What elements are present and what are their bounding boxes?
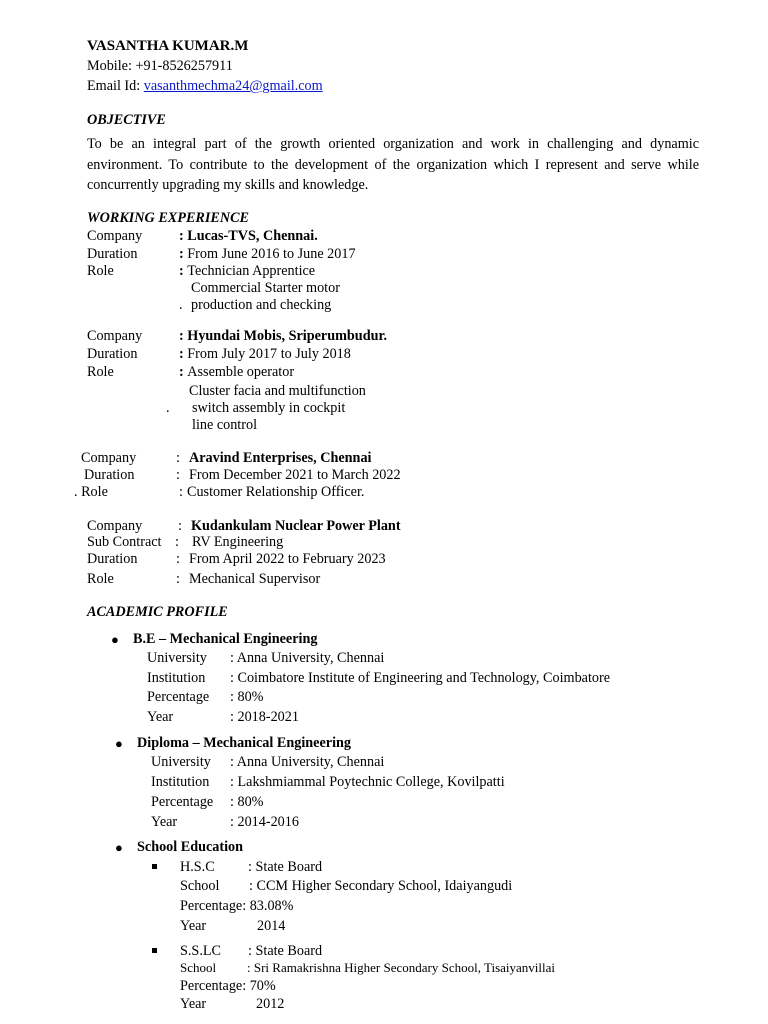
- job2-company-sep: :: [179, 328, 188, 344]
- job2-company-name: Hyundai Mobis, Sriperumbudur.: [187, 328, 388, 344]
- objective-heading: OBJECTIVE: [87, 112, 166, 128]
- diploma-university: : Anna University, Chennai: [230, 754, 385, 770]
- hsc-school-label: School: [180, 878, 220, 894]
- sslc-year-label: Year: [180, 996, 207, 1012]
- be-institution-label: Institution: [147, 670, 206, 686]
- job2-role-line-3: line control: [192, 417, 258, 433]
- sslc-board: : State Board: [248, 943, 323, 959]
- experience-heading: WORKING EXPERIENCE: [87, 210, 250, 226]
- job1-duration-sep: :: [179, 246, 188, 262]
- hsc-square-bullet-icon: [152, 864, 157, 869]
- be-university: : Anna University, Chennai: [230, 650, 385, 666]
- be-year-label: Year: [147, 709, 174, 725]
- sslc-percentage: Percentage: 70%: [180, 978, 276, 994]
- job4-sub-label: Sub Contract: [87, 534, 162, 550]
- hsc-label: H.S.C: [180, 859, 215, 875]
- diploma-title: Diploma – Mechanical Engineering: [137, 735, 351, 751]
- job2-duration-value: From July 2017 to July 2018: [187, 346, 351, 362]
- sslc-year: 2012: [256, 996, 285, 1012]
- be-institution: : Coimbatore Institute of Engineering and Technology, Coimbatore: [230, 670, 611, 686]
- sslc-school-label: School: [180, 960, 217, 975]
- be-title: B.E – Mechanical Engineering: [133, 631, 318, 647]
- job1-role-sep: :: [179, 263, 188, 279]
- job2-role-line-1: Cluster facia and multifunction: [189, 383, 366, 399]
- job2-role-value: Assemble operator: [187, 364, 295, 380]
- sslc-school: : Sri Ramakrishna Higher Secondary School, Tisaiyanvillai: [247, 960, 555, 975]
- job1-duration-value: From June 2016 to June 2017: [187, 246, 356, 262]
- job2-duration: [179, 346, 351, 363]
- job1-duration: [179, 246, 356, 263]
- job4-role-label: Role: [87, 571, 114, 587]
- job2-company-label: Company: [87, 328, 143, 344]
- job4-role-sep: :: [176, 571, 180, 587]
- job2-role-label: Role: [87, 364, 114, 380]
- mobile-number: Mobile: +91-8526257911: [87, 58, 233, 74]
- job4-sub: RV Engineering: [192, 534, 284, 550]
- job2-duration-sep: :: [179, 346, 188, 362]
- school-title: School Education: [137, 839, 244, 855]
- sslc-square-bullet-icon: [152, 948, 157, 953]
- job3-company: Aravind Enterprises, Chennai: [189, 450, 372, 466]
- job3-role-sep: :: [179, 484, 183, 500]
- email-line: [87, 78, 323, 95]
- job1-role-line-1: Commercial Starter motor: [191, 280, 340, 296]
- diploma-percentage-label: Percentage: [151, 794, 214, 810]
- job1-role-line-2: production and checking: [191, 297, 332, 313]
- diploma-institution-label: Institution: [151, 774, 210, 790]
- be-year: : 2018-2021: [230, 709, 299, 725]
- job3-company-label: Company: [81, 450, 137, 466]
- diploma-percentage: : 80%: [230, 794, 264, 810]
- job2-role-dot: .: [166, 400, 170, 416]
- job2-duration-label: Duration: [87, 346, 138, 362]
- job3-duration-label: Duration: [84, 467, 135, 483]
- job1-role-dot: .: [179, 297, 183, 313]
- job2-role: [179, 364, 294, 381]
- job4-sub-sep: :: [175, 534, 179, 550]
- hsc-board: : State Board: [248, 859, 323, 875]
- diploma-year: : 2014-2016: [230, 814, 299, 830]
- job1-role: [179, 263, 315, 280]
- job4-company: Kudankulam Nuclear Power Plant: [191, 518, 401, 534]
- hsc-year-label: Year: [180, 918, 207, 934]
- job4-company-label: Company: [87, 518, 143, 534]
- job3-company-sep: :: [176, 450, 180, 466]
- job4-duration: From April 2022 to February 2023: [189, 551, 386, 567]
- be-bullet-icon: ●: [111, 632, 119, 647]
- objective-text: To be an integral part of the growth oriented organization and work in challenging and dynamic environment. To contribute to the development of the organization which I represent and serve while concurrently upgrading my skills and knowledge.: [87, 136, 699, 193]
- sslc-label: S.S.LC: [180, 943, 222, 959]
- school-bullet-icon: ●: [115, 840, 123, 855]
- be-percentage: : 80%: [230, 689, 264, 705]
- job4-duration-sep: :: [176, 551, 180, 567]
- hsc-school: : CCM Higher Secondary School, Idaiyangudi: [249, 878, 513, 894]
- job1-company: [179, 228, 318, 245]
- job4-duration-label: Duration: [87, 551, 138, 567]
- be-percentage-label: Percentage: [147, 689, 210, 705]
- diploma-bullet-icon: ●: [115, 736, 123, 751]
- hsc-percentage: Percentage: 83.08%: [180, 898, 294, 914]
- job4-company-sep: :: [178, 518, 182, 534]
- email-label: Email Id:: [87, 78, 144, 94]
- academic-heading: ACADEMIC PROFILE: [87, 604, 228, 620]
- job2-company: [179, 328, 387, 345]
- job3-role-label: . Role: [74, 484, 108, 500]
- email-link[interactable]: vasanthmechma24@gmail.com: [143, 78, 323, 94]
- job3-duration: From December 2021 to March 2022: [189, 467, 401, 483]
- diploma-institution: : Lakshmiammal Poytechnic College, Kovilpatti: [230, 774, 505, 790]
- job2-role-line-2: switch assembly in cockpit: [192, 400, 346, 416]
- diploma-year-label: Year: [151, 814, 178, 830]
- hsc-year: 2014: [257, 918, 286, 934]
- job1-company-label: Company: [87, 228, 143, 244]
- job1-company-name: Lucas-TVS, Chennai.: [187, 228, 318, 244]
- job4-role: Mechanical Supervisor: [189, 571, 321, 587]
- job2-role-sep: :: [179, 364, 188, 380]
- diploma-university-label: University: [151, 754, 211, 770]
- job1-role-value: Technician Apprentice: [187, 263, 316, 279]
- job1-duration-label: Duration: [87, 246, 138, 262]
- job1-role-label: Role: [87, 263, 114, 279]
- job3-role: Customer Relationship Officer.: [187, 484, 365, 500]
- candidate-name: VASANTHA KUMAR.M: [87, 38, 249, 54]
- job1-company-sep: :: [179, 228, 188, 244]
- job3-duration-sep: :: [176, 467, 180, 483]
- be-university-label: University: [147, 650, 207, 666]
